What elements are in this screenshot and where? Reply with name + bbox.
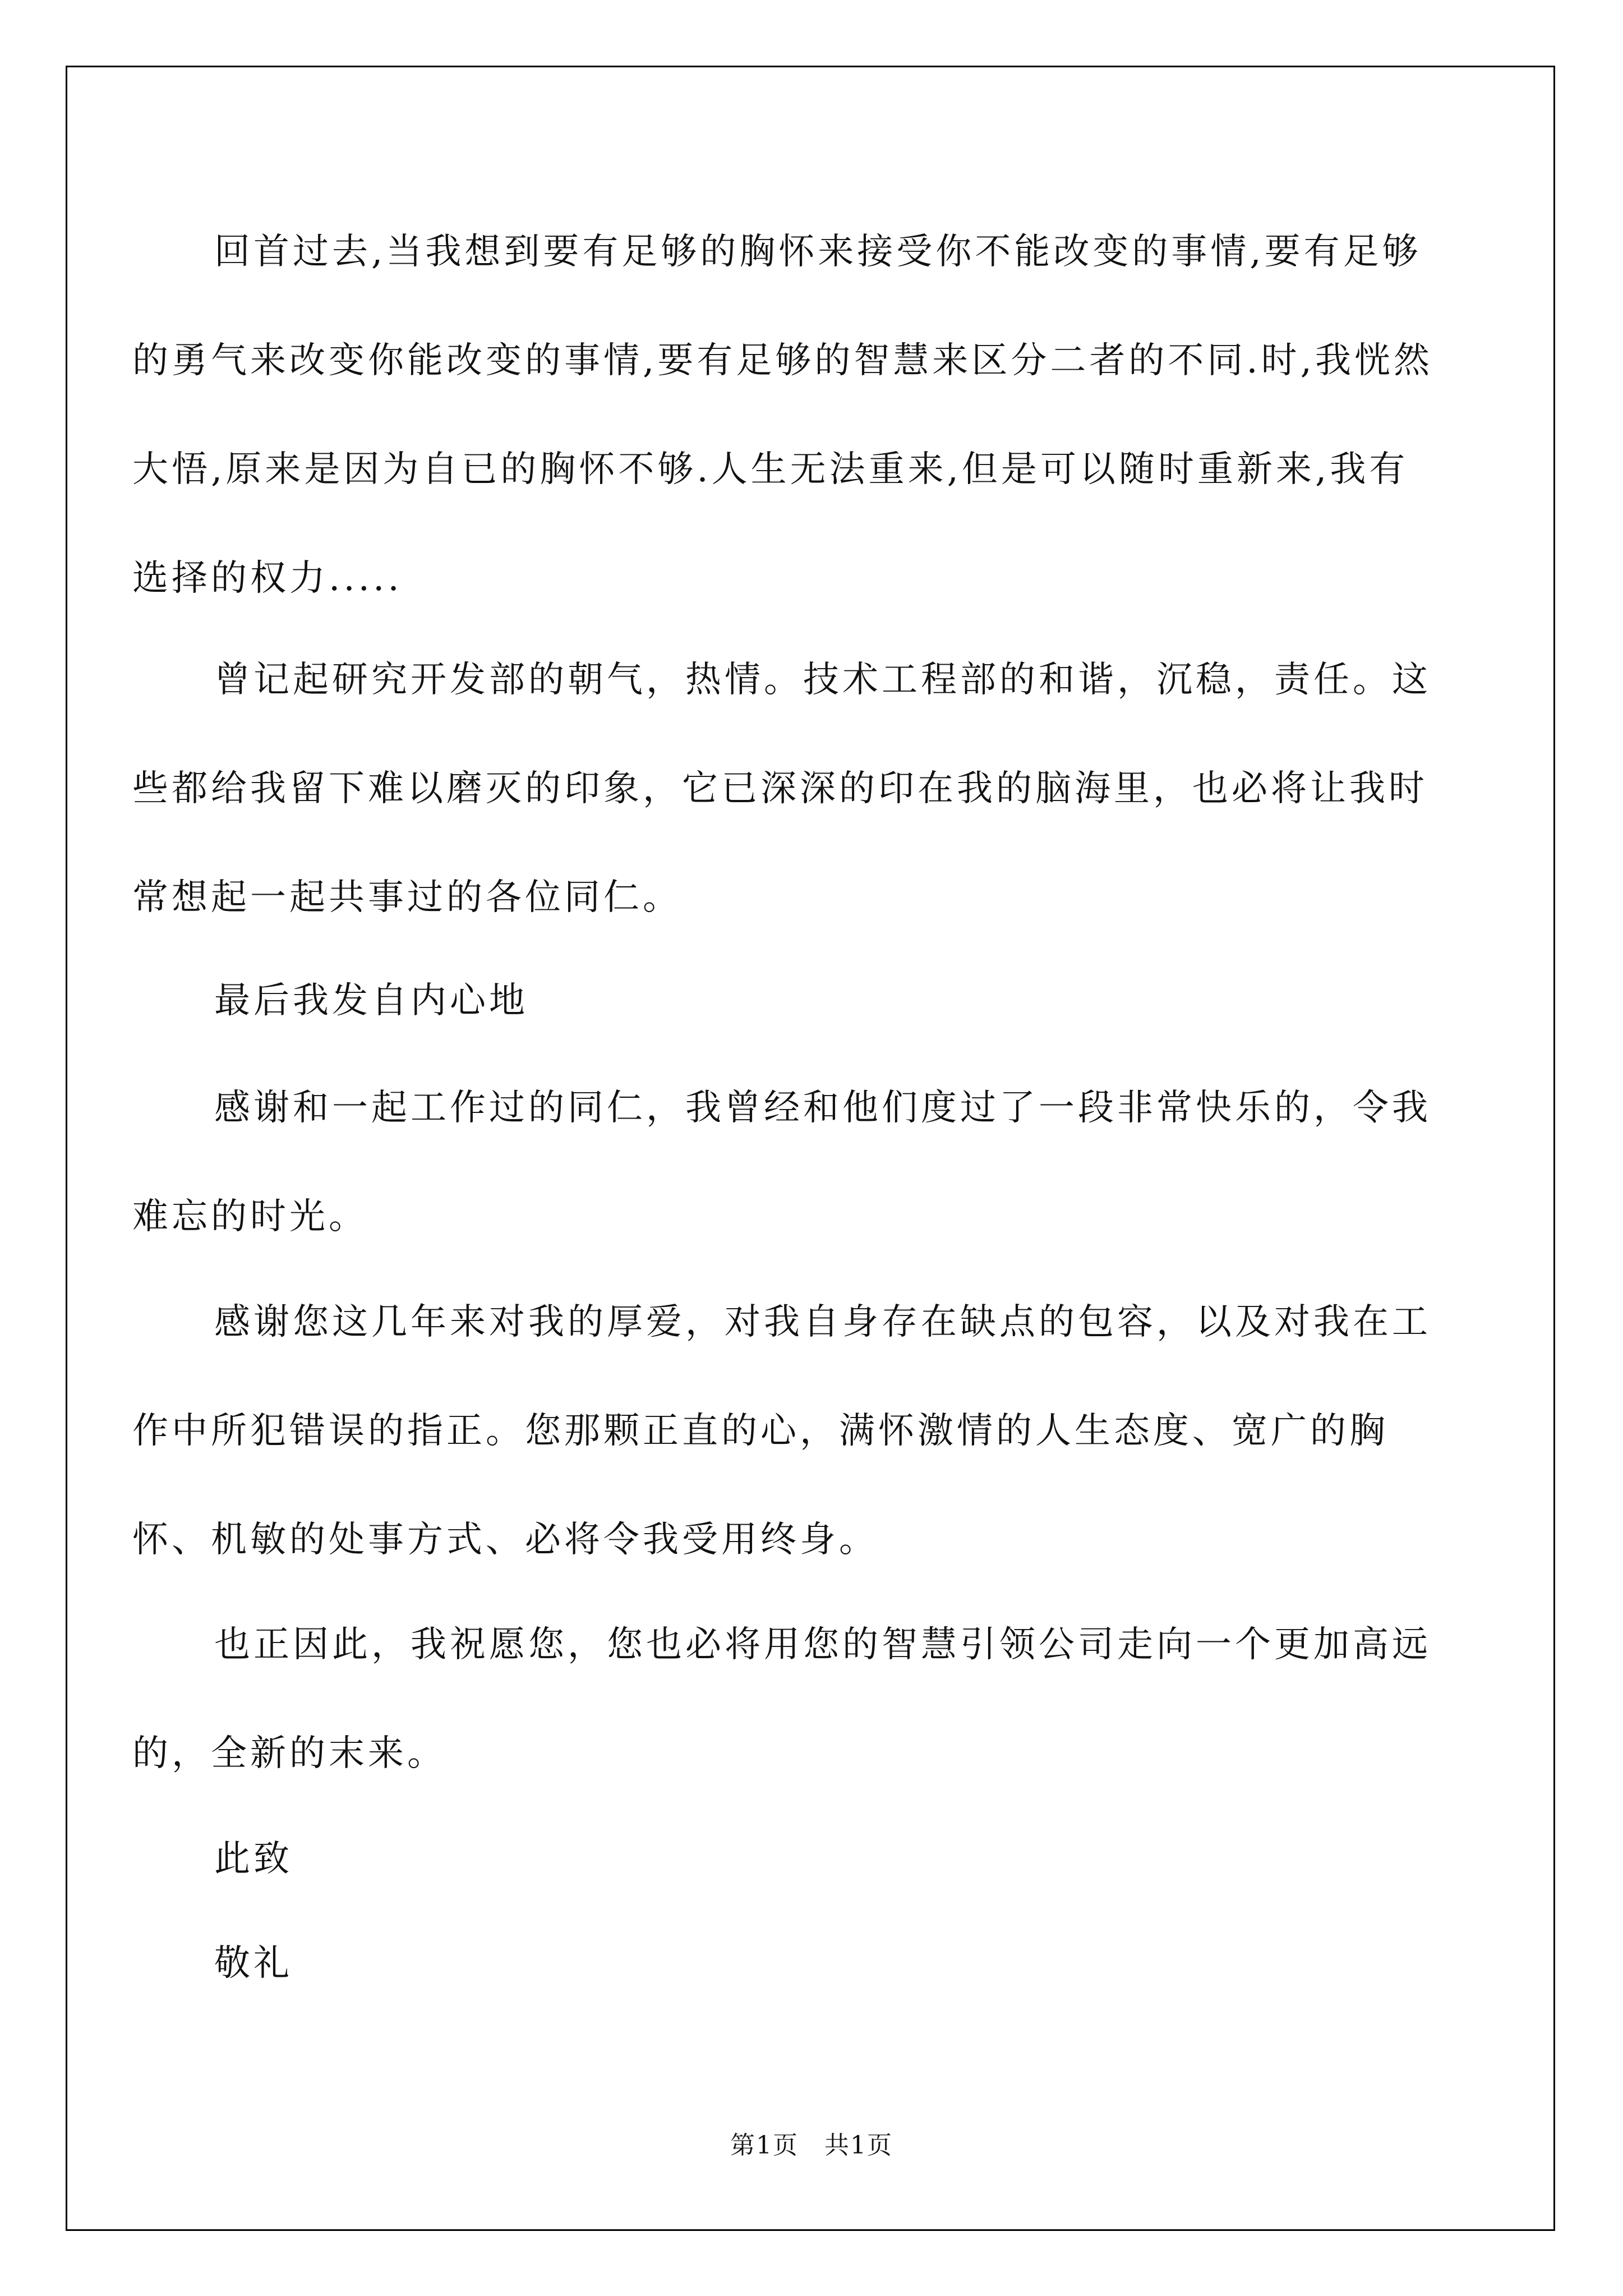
paragraph-thanks-colleagues: 感谢和一起工作过的同仁，我曾经和他们度过了一段非常快乐的，令我难忘的时光。 [132, 1087, 1431, 1237]
page-number-footer: 第1页 共1页 [730, 2131, 893, 2160]
closing-regards: 敬礼 [214, 1943, 293, 1984]
paragraph-colleagues-memory: 曾记起研究开发部的朝气，热情。技术工程部的和谐，沉稳，责任。这些都给我留下难以磨灭的印象，它已深深的印在我的脑海里，也必将让我时常想起一起共事过的各位同仁。 [132, 659, 1431, 918]
paragraph-wishes: 也正因此，我祝愿您，您也必将用您的智慧引领公司走向一个更加高远的，全新的末来。 [132, 1624, 1431, 1774]
paragraph-reflection: 回首过去,当我想到要有足够的胸怀来接受你不能改变的事情,要有足够的勇气来改变你能改变的事情,要有足够的智慧来区分二者的不同.时,我恍然大悟,原来是因为自已的胸怀不够.人生无法重来,但是可以随时重新来,我有选择的权力..... [132, 231, 1433, 599]
paragraph-heartfelt: 最后我发自内心地 [214, 980, 528, 1022]
closing-salutation: 此致 [214, 1838, 293, 1880]
paragraph-thanks-leader: 感谢您这几年来对我的厚爱，对我自身存在缺点的包容，以及对我在工作中所犯错误的指正。您那颗正直的心，满怀激情的人生态度、宽广的胸怀、机敏的处事方式、必将令我受用终身。 [132, 1301, 1431, 1561]
